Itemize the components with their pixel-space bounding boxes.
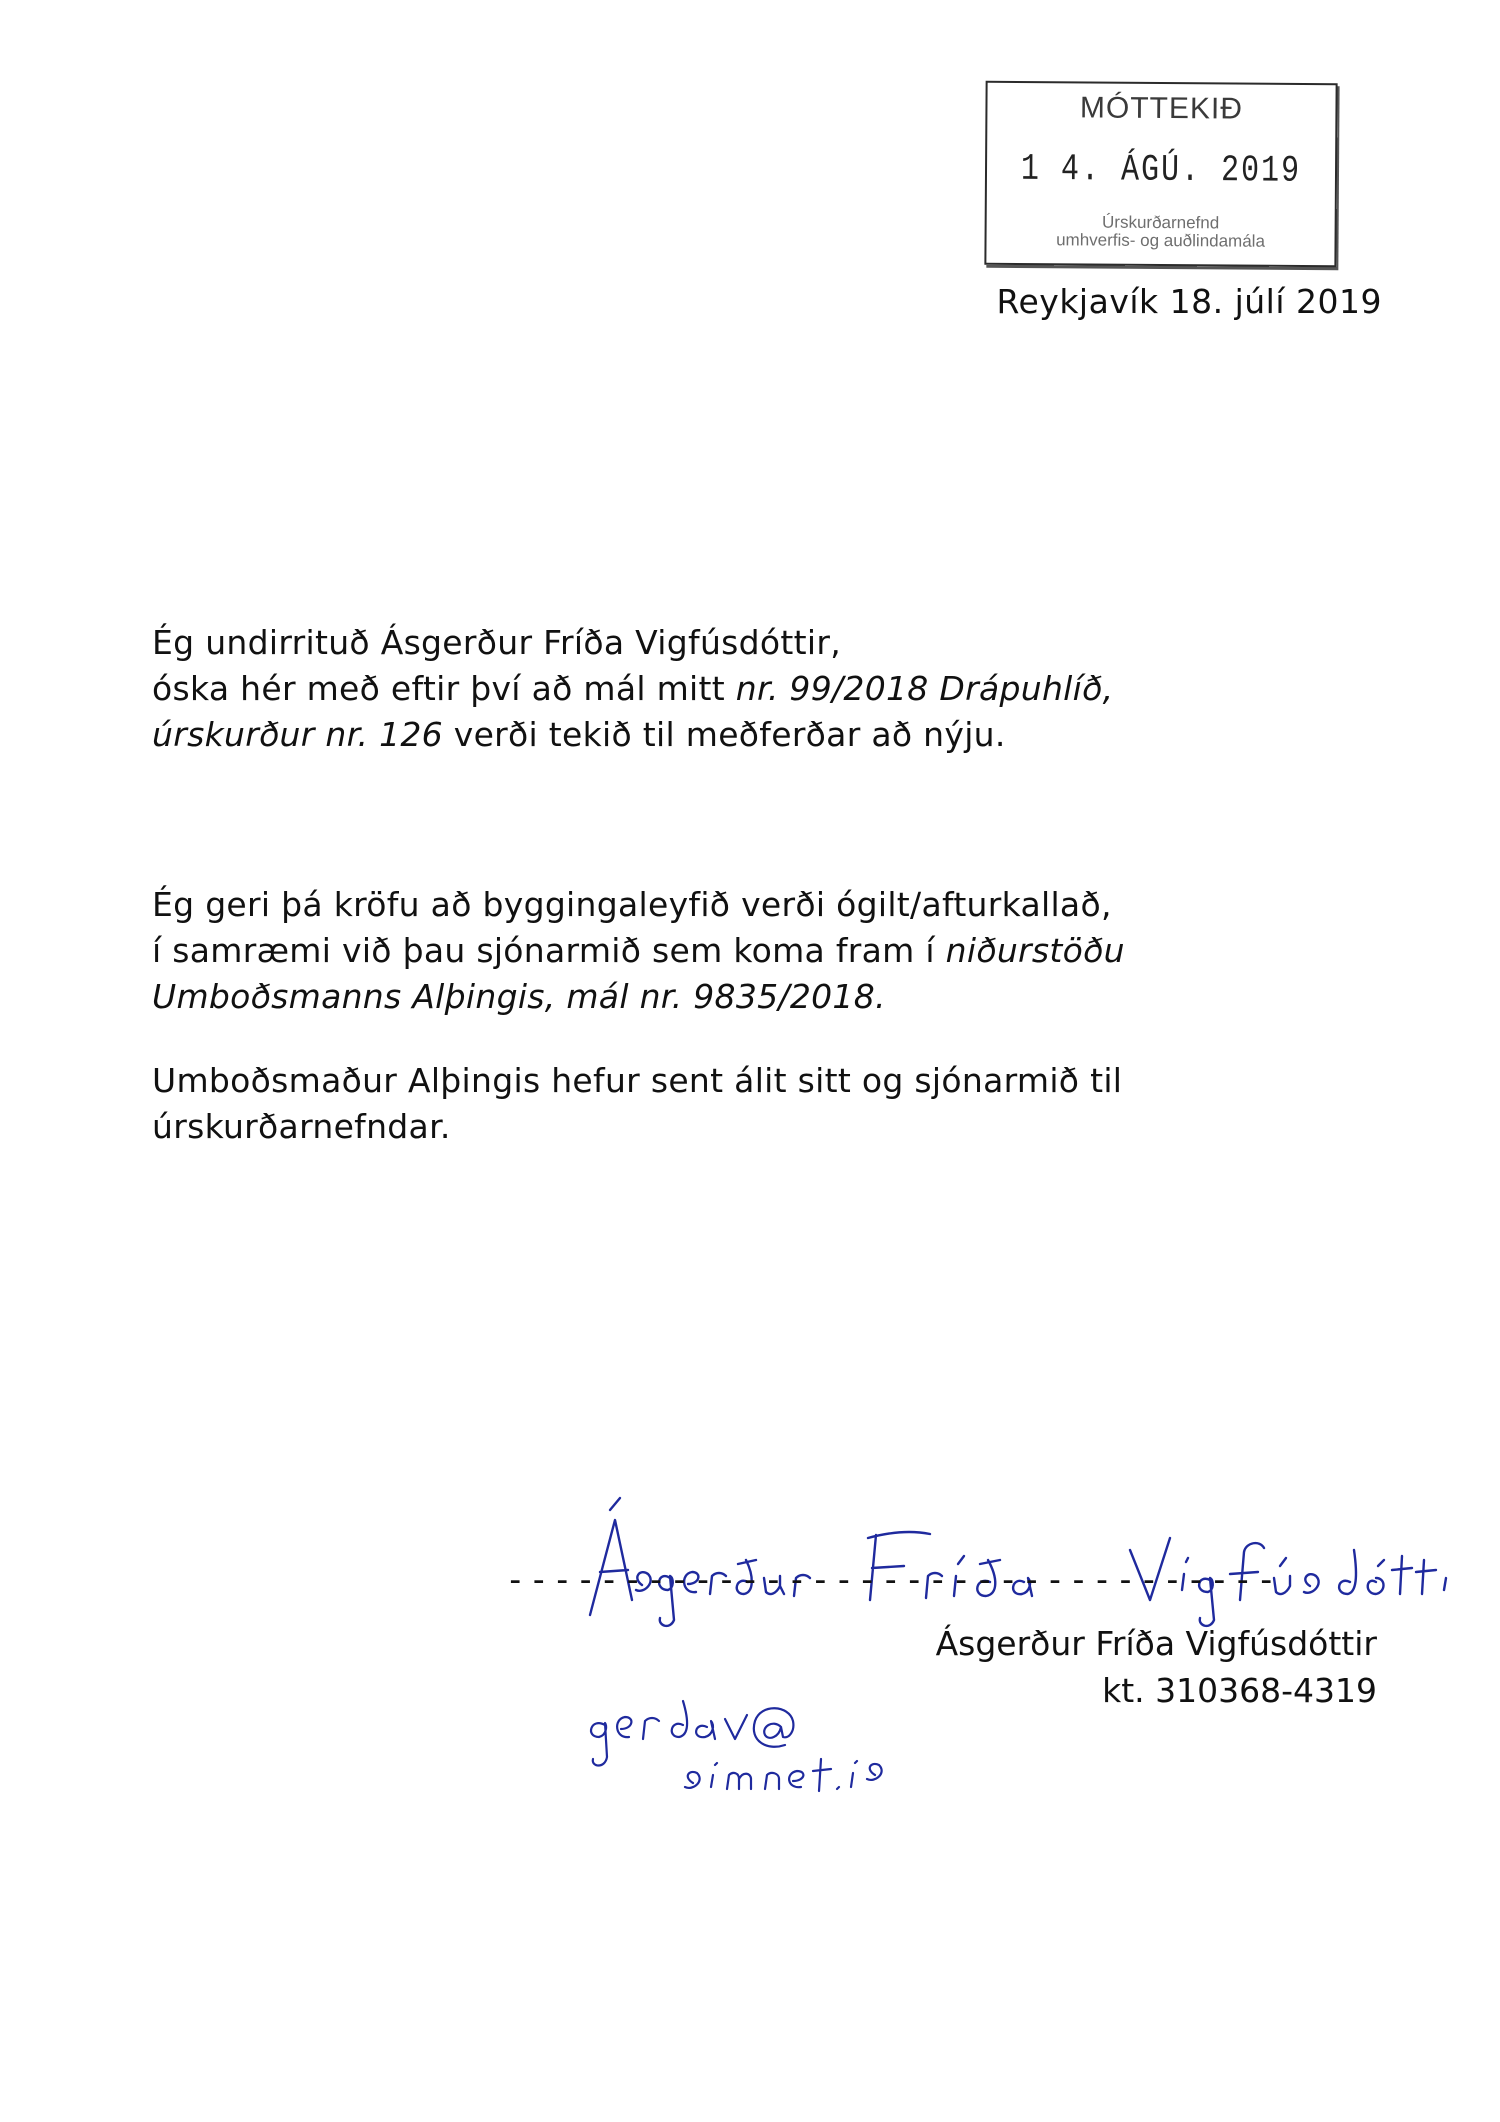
paragraph-ombudsman bbox=[152, 1058, 1122, 1150]
p2-line3 bbox=[152, 974, 1125, 1020]
p3-line1: Umboðsmaður Alþingis hefur sent álit sitt og sjónarmið til bbox=[152, 1061, 1123, 1100]
signer-name: Ásgerður Fríða Vigfúsdóttir bbox=[935, 1624, 1377, 1663]
handwritten-email bbox=[575, 1675, 895, 1805]
p1-line2-text: óska hér með eftir því að mál mitt bbox=[152, 669, 736, 708]
received-stamp bbox=[984, 81, 1337, 267]
p1-line2 bbox=[152, 666, 1113, 712]
p2-line2 bbox=[152, 928, 1125, 974]
p2-ombudsman-ref: Umboðsmanns Alþingis, mál nr. 9835/2018. bbox=[152, 977, 886, 1016]
stamp-title: MÓTTEKIÐ bbox=[1079, 91, 1244, 126]
signer-kennitala: kt. 310368-4319 bbox=[1102, 1671, 1377, 1710]
p1-case-ref: nr. 99/2018 Drápuhlíð, bbox=[735, 669, 1114, 708]
p1-ruling-ref: úrskurður nr. 126 bbox=[152, 715, 443, 754]
paragraph-request bbox=[152, 620, 1113, 758]
p3-line2: úrskurðarnefndar. bbox=[152, 1107, 451, 1146]
p1-line3 bbox=[152, 712, 1113, 758]
place-and-date: Reykjavík 18. júlí 2019 bbox=[996, 282, 1382, 321]
paragraph-demand bbox=[152, 882, 1125, 1020]
stamp-org-line2: umhverfis- og auðlindamála bbox=[1056, 230, 1266, 251]
stamp-date: 1 4. ÁGÚ. 2019 bbox=[1020, 148, 1302, 194]
p2-italic-ref: niðurstöðu bbox=[945, 931, 1125, 970]
p1-line3-text: verði tekið til meðferðar að nýju. bbox=[442, 715, 1006, 754]
stamp-organization bbox=[986, 213, 1334, 251]
p1-line1: Ég undirrituð Ásgerður Fríða Vigfúsdóttir, bbox=[152, 623, 841, 662]
signer-block bbox=[936, 1620, 1377, 1714]
stamp-org-line1: Úrskurðarnefnd bbox=[1102, 212, 1220, 233]
signature-line: --------------------------------- bbox=[505, 1560, 1280, 1600]
p2-line2-text: í samræmi við þau sjónarmið sem koma fram í bbox=[152, 931, 946, 970]
p2-line1: Ég geri þá kröfu að byggingaleyfið verði ógilt/afturkallað, bbox=[152, 885, 1112, 924]
